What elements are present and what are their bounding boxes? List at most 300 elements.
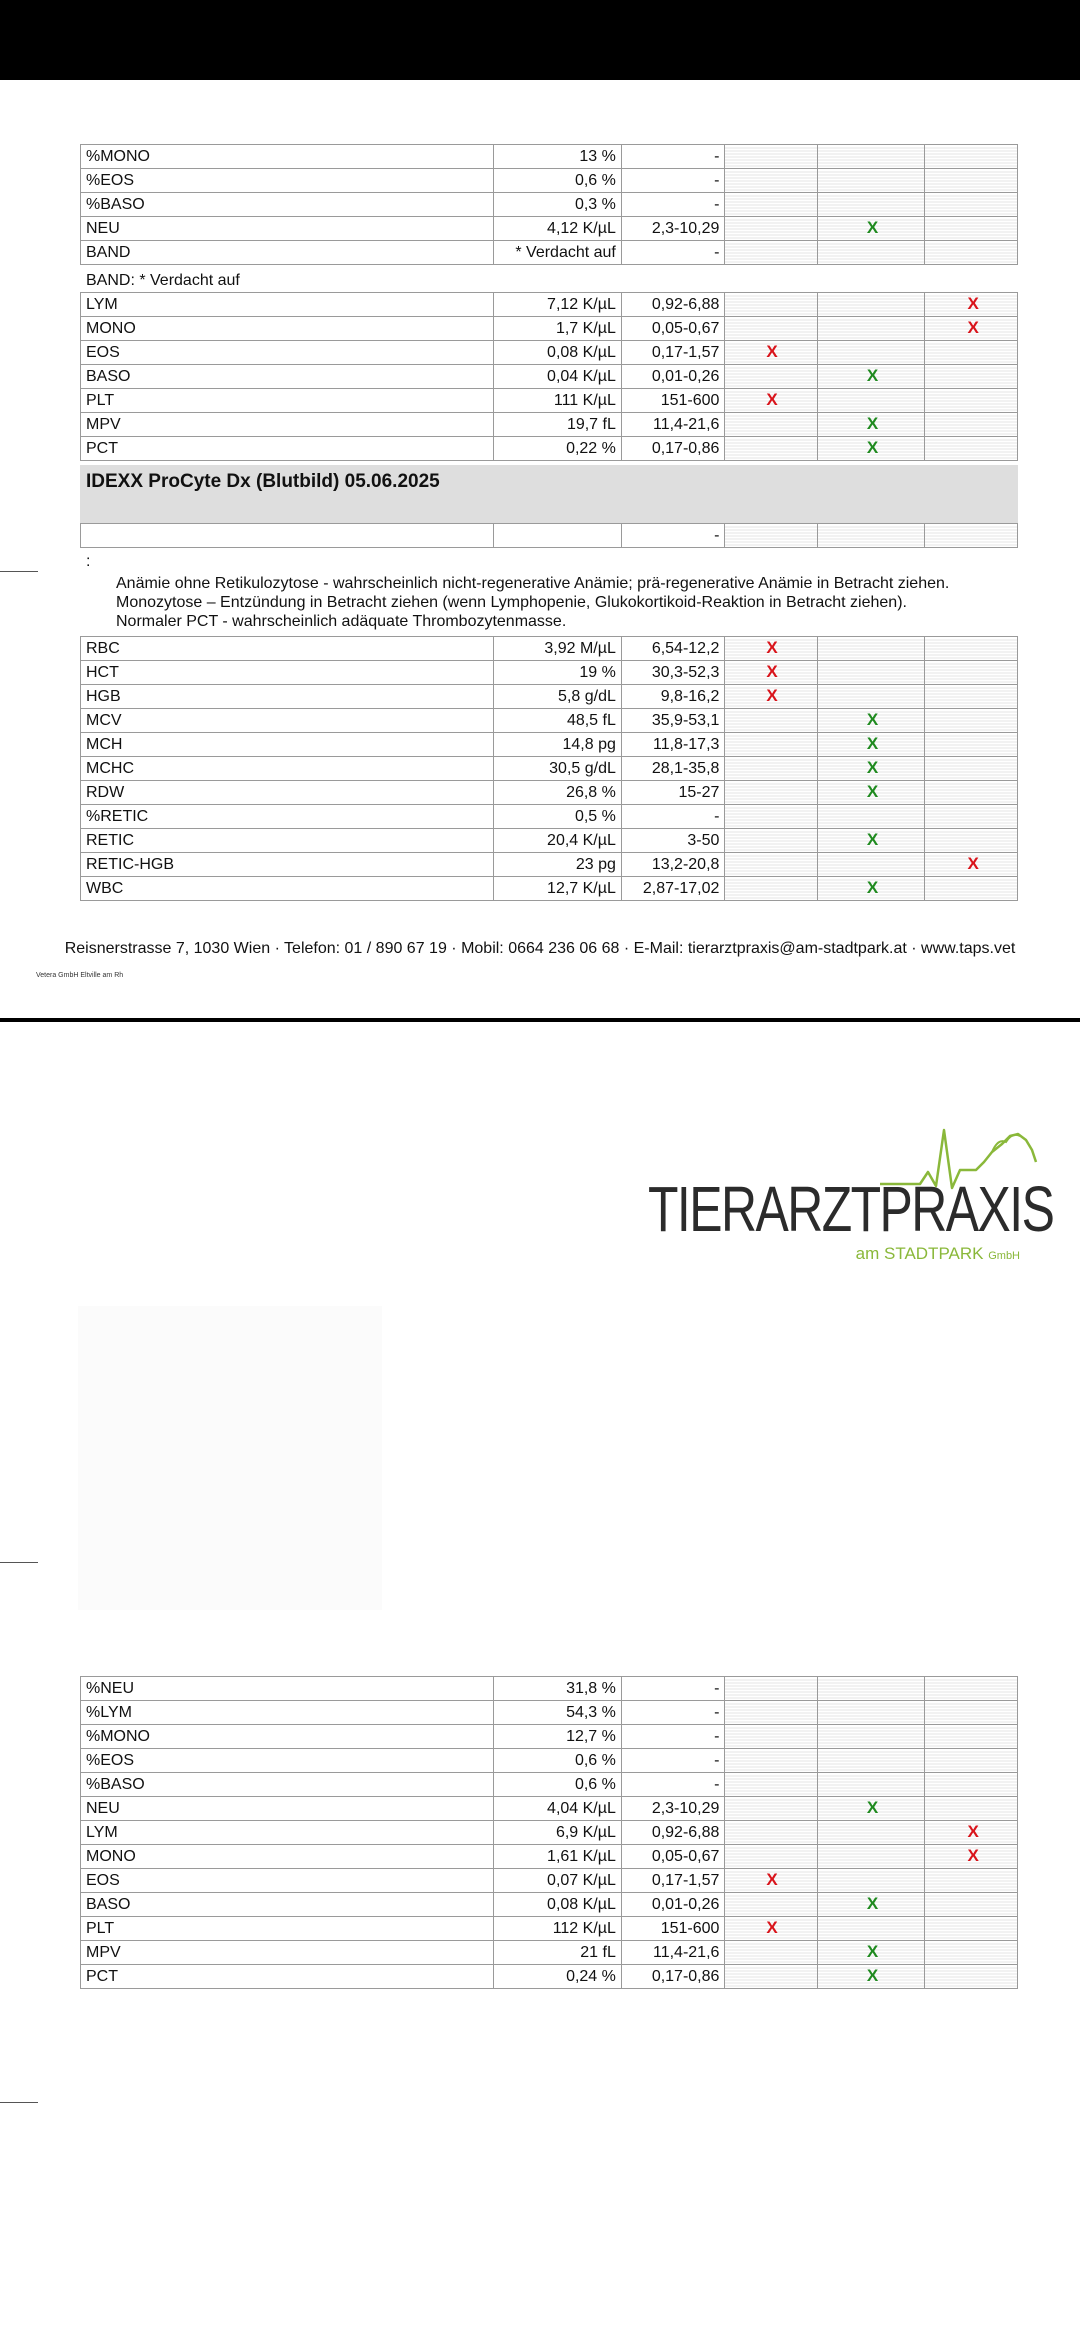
cell-marker-1 xyxy=(725,829,817,853)
document-page-1 xyxy=(0,80,1080,1018)
cell-value: 6,9 K/µL xyxy=(494,1821,622,1845)
cell-name: LYM xyxy=(81,1821,494,1845)
cell-marker-3 xyxy=(925,1821,1018,1845)
table-row xyxy=(81,1893,1018,1917)
cell-name: PCT xyxy=(81,437,494,461)
cell-marker-3 xyxy=(925,389,1018,413)
table-row xyxy=(81,217,1018,241)
band-note: BAND: * Verdacht auf xyxy=(86,272,240,289)
cell-marker-3 xyxy=(925,781,1018,805)
cell-name: %LYM xyxy=(81,1701,494,1725)
cell-marker-3 xyxy=(925,1677,1018,1701)
cell-value: 5,8 g/dL xyxy=(494,685,622,709)
cell-marker-3 xyxy=(925,685,1018,709)
cell-ref: 0,01-0,26 xyxy=(621,1893,725,1917)
table-row xyxy=(81,389,1018,413)
table-row xyxy=(81,1773,1018,1797)
cell-name: %NEU xyxy=(81,1677,494,1701)
cell-ref: 28,1-35,8 xyxy=(621,757,725,781)
range-marker: X xyxy=(866,1894,879,1913)
cell-value: 0,08 K/µL xyxy=(494,1893,622,1917)
cell-marker-1 xyxy=(725,781,817,805)
cell-marker-3 xyxy=(925,217,1018,241)
cell-ref: 11,4-21,6 xyxy=(621,413,725,437)
range-marker: X xyxy=(866,830,879,849)
cell-marker-2 xyxy=(817,877,925,901)
footer-small-print: Vetera GmbH Eltville am Rh xyxy=(36,972,124,979)
cell-name: MPV xyxy=(81,1941,494,1965)
cell-name: %RETIC xyxy=(81,805,494,829)
cell-ref: - xyxy=(621,193,725,217)
table-row xyxy=(81,829,1018,853)
cell-marker-2 xyxy=(817,853,925,877)
cell-name: PCT xyxy=(81,1965,494,1989)
cell-marker-1 xyxy=(725,217,817,241)
cell-marker-2 xyxy=(817,1725,925,1749)
clinic-logo xyxy=(648,1122,1054,1272)
table-row xyxy=(81,169,1018,193)
cell-value: 26,8 % xyxy=(494,781,622,805)
logo-wordmark: TIERARZTPRAXIS xyxy=(648,1173,1054,1245)
cell-value: 3,92 M/µL xyxy=(494,637,622,661)
table-row xyxy=(81,293,1018,317)
cell-value: 4,12 K/µL xyxy=(494,217,622,241)
cell-marker-3 xyxy=(925,853,1018,877)
range-marker: X xyxy=(866,1798,879,1817)
cell-ref: - xyxy=(621,145,725,169)
cell-value: 0,24 % xyxy=(494,1965,622,1989)
table-row: - xyxy=(81,524,1018,548)
cell-marker-3 xyxy=(925,437,1018,461)
range-marker: X xyxy=(766,686,778,705)
results-table-a xyxy=(80,144,1018,265)
cell-marker-2 xyxy=(817,1893,925,1917)
range-marker: X xyxy=(866,734,879,753)
cell-marker-2 xyxy=(817,805,925,829)
table-row xyxy=(81,1965,1018,1989)
cell-ref: 9,8-16,2 xyxy=(621,685,725,709)
cell-marker-2 xyxy=(817,217,925,241)
cell-marker-2 xyxy=(817,1845,925,1869)
range-marker: X xyxy=(967,318,979,337)
cell-ref: 0,17-0,86 xyxy=(621,1965,725,1989)
cell-marker-2 xyxy=(817,661,925,685)
table-row xyxy=(81,1797,1018,1821)
margin-tick xyxy=(0,571,38,572)
cell-marker-3 xyxy=(925,805,1018,829)
cell-name: BASO xyxy=(81,365,494,389)
table-row xyxy=(81,757,1018,781)
cell-name: PLT xyxy=(81,389,494,413)
cell-marker-1 xyxy=(725,1797,817,1821)
cell-marker-3 xyxy=(925,1749,1018,1773)
blank-image-area xyxy=(78,1306,382,1610)
cell-name: %MONO xyxy=(81,1725,494,1749)
table-row xyxy=(81,1917,1018,1941)
cell-name: MCHC xyxy=(81,757,494,781)
cell-name: BAND xyxy=(81,241,494,265)
cell-value: 0,22 % xyxy=(494,437,622,461)
cell-ref: 0,05-0,67 xyxy=(621,1845,725,1869)
range-marker: X xyxy=(866,438,879,457)
table-row xyxy=(81,709,1018,733)
range-marker: X xyxy=(866,218,879,237)
cell-name: WBC xyxy=(81,877,494,901)
cell-name: EOS xyxy=(81,1869,494,1893)
cell-marker-1 xyxy=(725,1845,817,1869)
cell-value: 13 % xyxy=(494,145,622,169)
table-row xyxy=(81,661,1018,685)
cell-marker-2 xyxy=(817,1677,925,1701)
cell-marker-3 xyxy=(925,145,1018,169)
cell-value: 111 K/µL xyxy=(494,389,622,413)
cell-marker-3 xyxy=(925,1869,1018,1893)
cell-marker-2 xyxy=(817,341,925,365)
cell-value: 0,3 % xyxy=(494,193,622,217)
cell-marker-2 xyxy=(817,1797,925,1821)
cell-marker-2 xyxy=(817,829,925,853)
cell-marker-1 xyxy=(725,1821,817,1845)
cell-ref: 2,87-17,02 xyxy=(621,877,725,901)
cell-marker-1 xyxy=(725,241,817,265)
cell-marker-3 xyxy=(925,637,1018,661)
cell-marker-2 xyxy=(817,781,925,805)
cell-marker-1 xyxy=(725,1869,817,1893)
cell-marker-1 xyxy=(725,1701,817,1725)
margin-tick xyxy=(0,1562,38,1563)
cell-marker-1 xyxy=(725,413,817,437)
cell-marker-2 xyxy=(817,389,925,413)
comment-line: Monozytose – Entzündung in Betracht ziehen (wenn Lymphopenie, Glukokortikoid-Reaktion in Betracht ziehen). xyxy=(116,594,907,611)
cell-marker-3 xyxy=(925,733,1018,757)
cell-ref: 11,4-21,6 xyxy=(621,1941,725,1965)
range-marker: X xyxy=(866,414,879,433)
results-table-c xyxy=(80,636,1018,901)
cell-ref: 13,2-20,8 xyxy=(621,853,725,877)
table-row xyxy=(81,805,1018,829)
table-row xyxy=(81,1821,1018,1845)
cell-value: 23 pg xyxy=(494,853,622,877)
cell-marker-1 xyxy=(725,661,817,685)
section-title: IDEXX ProCyte Dx (Blutbild) 05.06.2025 xyxy=(80,465,1018,523)
logo-subtitle: am STADTPARK GmbH xyxy=(855,1244,1020,1263)
cell-name: RBC xyxy=(81,637,494,661)
table-row xyxy=(81,685,1018,709)
cell-marker-1 xyxy=(725,1893,817,1917)
cell-name: RETIC xyxy=(81,829,494,853)
cell-name: MONO xyxy=(81,317,494,341)
cell-marker-2 xyxy=(817,365,925,389)
cell-marker-3 xyxy=(925,413,1018,437)
cell-marker-1 xyxy=(725,1725,817,1749)
cell-ref: 3-50 xyxy=(621,829,725,853)
cell-marker-2 xyxy=(817,193,925,217)
cell-value: 0,07 K/µL xyxy=(494,1869,622,1893)
cell-ref: - xyxy=(621,241,725,265)
cell-marker-1 xyxy=(725,1773,817,1797)
top-black-bar xyxy=(0,0,1080,80)
range-marker: X xyxy=(967,1822,979,1841)
cell-marker-1 xyxy=(725,317,817,341)
cell-marker-3 xyxy=(925,661,1018,685)
cell-name: EOS xyxy=(81,341,494,365)
cell-value: 14,8 pg xyxy=(494,733,622,757)
cell-marker-1 xyxy=(725,709,817,733)
cell-marker-3 xyxy=(925,1917,1018,1941)
cell-value: 0,5 % xyxy=(494,805,622,829)
cell-ref: 30,3-52,3 xyxy=(621,661,725,685)
cell-value: 54,3 % xyxy=(494,1701,622,1725)
cell-marker-2 xyxy=(817,413,925,437)
cell-ref: - xyxy=(621,1701,725,1725)
results-table-d xyxy=(80,1676,1018,1989)
cell-marker-3 xyxy=(925,829,1018,853)
cell-value: 0,08 K/µL xyxy=(494,341,622,365)
range-marker: X xyxy=(766,1870,778,1889)
cell-value: 30,5 g/dL xyxy=(494,757,622,781)
cell-marker-2 xyxy=(817,1773,925,1797)
range-marker: X xyxy=(967,294,979,313)
cell-name: RETIC-HGB xyxy=(81,853,494,877)
cell-marker-2 xyxy=(817,169,925,193)
cell-marker-1 xyxy=(725,293,817,317)
cell-value: 0,6 % xyxy=(494,1749,622,1773)
cell-marker-2 xyxy=(817,317,925,341)
cell-ref: 6,54-12,2 xyxy=(621,637,725,661)
cell-value: * Verdacht auf xyxy=(494,241,622,265)
cell-marker-3 xyxy=(925,365,1018,389)
range-marker: X xyxy=(766,662,778,681)
cell-marker-3 xyxy=(925,1941,1018,1965)
table-row xyxy=(81,877,1018,901)
comment-line: Normaler PCT - wahrscheinlich adäquate Thrombozytenmasse. xyxy=(116,613,567,630)
cell-marker-1 xyxy=(725,1941,817,1965)
cell-ref: 0,05-0,67 xyxy=(621,317,725,341)
cell-ref: - xyxy=(621,1749,725,1773)
cell-value: 0,6 % xyxy=(494,1773,622,1797)
cell-ref: 151-600 xyxy=(621,1917,725,1941)
table-row xyxy=(81,853,1018,877)
cell-ref: - xyxy=(621,805,725,829)
cell-value: 21 fL xyxy=(494,1941,622,1965)
range-marker: X xyxy=(766,1918,778,1937)
cell-marker-2 xyxy=(817,1701,925,1725)
cell-name: NEU xyxy=(81,217,494,241)
cell-marker-3 xyxy=(925,757,1018,781)
cell-value: 12,7 % xyxy=(494,1725,622,1749)
table-row xyxy=(81,193,1018,217)
footer-address: Reisnerstrasse 7, 1030 Wien · Telefon: 01 / 890 67 19 · Mobil: 0664 236 06 68 · E-Mail: tierarztpraxis@am-stadtpark.at · www.taps.vet xyxy=(64,940,1016,957)
table-row xyxy=(81,1677,1018,1701)
cell-value: 112 K/µL xyxy=(494,1917,622,1941)
cell-marker-3 xyxy=(925,193,1018,217)
range-marker: X xyxy=(967,1846,979,1865)
document-page-2 xyxy=(0,1022,1080,2340)
range-marker: X xyxy=(866,366,879,385)
cell-marker-2 xyxy=(817,637,925,661)
cell-ref: 0,17-0,86 xyxy=(621,437,725,461)
cell-ref: 151-600 xyxy=(621,389,725,413)
cell-marker-2 xyxy=(817,1749,925,1773)
cell-marker-3 xyxy=(925,1773,1018,1797)
range-marker: X xyxy=(866,758,879,777)
cell-marker-2 xyxy=(817,709,925,733)
range-marker: X xyxy=(766,390,778,409)
cell-ref: 0,17-1,57 xyxy=(621,341,725,365)
cell-marker-3 xyxy=(925,293,1018,317)
cell-name: %MONO xyxy=(81,145,494,169)
cell-name: HCT xyxy=(81,661,494,685)
cell-value: 0,6 % xyxy=(494,169,622,193)
cell-marker-3 xyxy=(925,241,1018,265)
cell-ref: - xyxy=(621,1773,725,1797)
cell-marker-1 xyxy=(725,1917,817,1941)
cell-name: NEU xyxy=(81,1797,494,1821)
cell-marker-1 xyxy=(725,437,817,461)
range-marker: X xyxy=(766,638,778,657)
range-marker: X xyxy=(866,710,879,729)
cell-value: 31,8 % xyxy=(494,1677,622,1701)
cell-ref: 0,01-0,26 xyxy=(621,365,725,389)
cell-value: 0,04 K/µL xyxy=(494,365,622,389)
cell-ref: 0,92-6,88 xyxy=(621,293,725,317)
table-row xyxy=(81,437,1018,461)
cell-marker-3 xyxy=(925,1893,1018,1917)
cell-marker-3 xyxy=(925,709,1018,733)
cell-marker-1 xyxy=(725,145,817,169)
cell-marker-2 xyxy=(817,1917,925,1941)
cell-marker-3 xyxy=(925,1845,1018,1869)
cell-marker-1 xyxy=(725,389,817,413)
cell-value: 1,7 K/µL xyxy=(494,317,622,341)
table-row xyxy=(81,1869,1018,1893)
cell-name: BASO xyxy=(81,1893,494,1917)
cell-value: 20,4 K/µL xyxy=(494,829,622,853)
table-row xyxy=(81,637,1018,661)
cell-name: MONO xyxy=(81,1845,494,1869)
cell-marker-1 xyxy=(725,169,817,193)
cell-marker-2 xyxy=(817,733,925,757)
table-row xyxy=(81,413,1018,437)
cell-marker-1 xyxy=(725,637,817,661)
comment-block xyxy=(80,552,949,631)
cell-name: %BASO xyxy=(81,1773,494,1797)
cell-marker-2 xyxy=(817,1821,925,1845)
comment-label: : xyxy=(86,553,91,570)
table-row xyxy=(81,1845,1018,1869)
cell-marker-3 xyxy=(925,1701,1018,1725)
table-row xyxy=(81,1941,1018,1965)
comment-line: Anämie ohne Retikulozytose - wahrscheinlich nicht-regenerative Anämie; prä-regenerative Anämie in Betracht ziehen. xyxy=(116,575,950,592)
cell-ref: 11,8-17,3 xyxy=(621,733,725,757)
table-row xyxy=(81,1749,1018,1773)
cell-marker-1 xyxy=(725,1749,817,1773)
cell-marker-1 xyxy=(725,877,817,901)
cell-name: %EOS xyxy=(81,1749,494,1773)
cell-marker-1 xyxy=(725,685,817,709)
cell-marker-1 xyxy=(725,757,817,781)
cell-name: PLT xyxy=(81,1917,494,1941)
cell-marker-2 xyxy=(817,1965,925,1989)
cell-ref: 2,3-10,29 xyxy=(621,217,725,241)
cell-ref: 0,17-1,57 xyxy=(621,1869,725,1893)
cell-name: MCH xyxy=(81,733,494,757)
cell-ref: - xyxy=(621,169,725,193)
table-row xyxy=(81,1725,1018,1749)
cell-value: 7,12 K/µL xyxy=(494,293,622,317)
cell-marker-1 xyxy=(725,733,817,757)
cell-marker-2 xyxy=(817,293,925,317)
cell-marker-2 xyxy=(817,1869,925,1893)
cell-value: 4,04 K/µL xyxy=(494,1797,622,1821)
table-row xyxy=(81,781,1018,805)
range-marker: X xyxy=(866,878,879,897)
table-row xyxy=(81,365,1018,389)
cell-marker-1 xyxy=(725,1965,817,1989)
cell-marker-1 xyxy=(725,805,817,829)
empty-row-table xyxy=(80,523,1018,548)
results-table-b xyxy=(80,292,1018,461)
table-row xyxy=(81,317,1018,341)
range-marker: X xyxy=(967,854,979,873)
cell-marker-3 xyxy=(925,1725,1018,1749)
cell-name: MPV xyxy=(81,413,494,437)
cell-marker-3 xyxy=(925,317,1018,341)
range-marker: X xyxy=(866,782,879,801)
cell-name: MCV xyxy=(81,709,494,733)
table-row xyxy=(81,1701,1018,1725)
cell-value: 19 % xyxy=(494,661,622,685)
cell-marker-2 xyxy=(817,145,925,169)
cell-name: LYM xyxy=(81,293,494,317)
table-row xyxy=(81,241,1018,265)
cell-value: 19,7 fL xyxy=(494,413,622,437)
cell-ref: 2,3-10,29 xyxy=(621,1797,725,1821)
cell-marker-2 xyxy=(817,757,925,781)
cell-ref: 15-27 xyxy=(621,781,725,805)
cell-ref: - xyxy=(621,1725,725,1749)
cell-marker-3 xyxy=(925,1797,1018,1821)
cell-marker-3 xyxy=(925,341,1018,365)
cell-ref: 0,92-6,88 xyxy=(621,1821,725,1845)
cell-marker-3 xyxy=(925,877,1018,901)
range-marker: X xyxy=(866,1942,879,1961)
table-row xyxy=(81,341,1018,365)
range-marker: X xyxy=(866,1966,879,1985)
cell-value: 48,5 fL xyxy=(494,709,622,733)
cell-name: %EOS xyxy=(81,169,494,193)
cell-ref: 35,9-53,1 xyxy=(621,709,725,733)
cell-marker-1 xyxy=(725,193,817,217)
table-row xyxy=(81,733,1018,757)
cell-marker-2 xyxy=(817,437,925,461)
cell-marker-3 xyxy=(925,169,1018,193)
cell-name: HGB xyxy=(81,685,494,709)
table-row xyxy=(81,145,1018,169)
cell-marker-3 xyxy=(925,1965,1018,1989)
cell-marker-2 xyxy=(817,1941,925,1965)
cell-value: 12,7 K/µL xyxy=(494,877,622,901)
cell-name: RDW xyxy=(81,781,494,805)
cell-marker-1 xyxy=(725,1677,817,1701)
cell-marker-1 xyxy=(725,853,817,877)
range-marker: X xyxy=(766,342,778,361)
cell-marker-2 xyxy=(817,241,925,265)
cell-name: %BASO xyxy=(81,193,494,217)
margin-tick xyxy=(0,2102,38,2103)
cell-ref: - xyxy=(621,1677,725,1701)
cell-marker-1 xyxy=(725,365,817,389)
